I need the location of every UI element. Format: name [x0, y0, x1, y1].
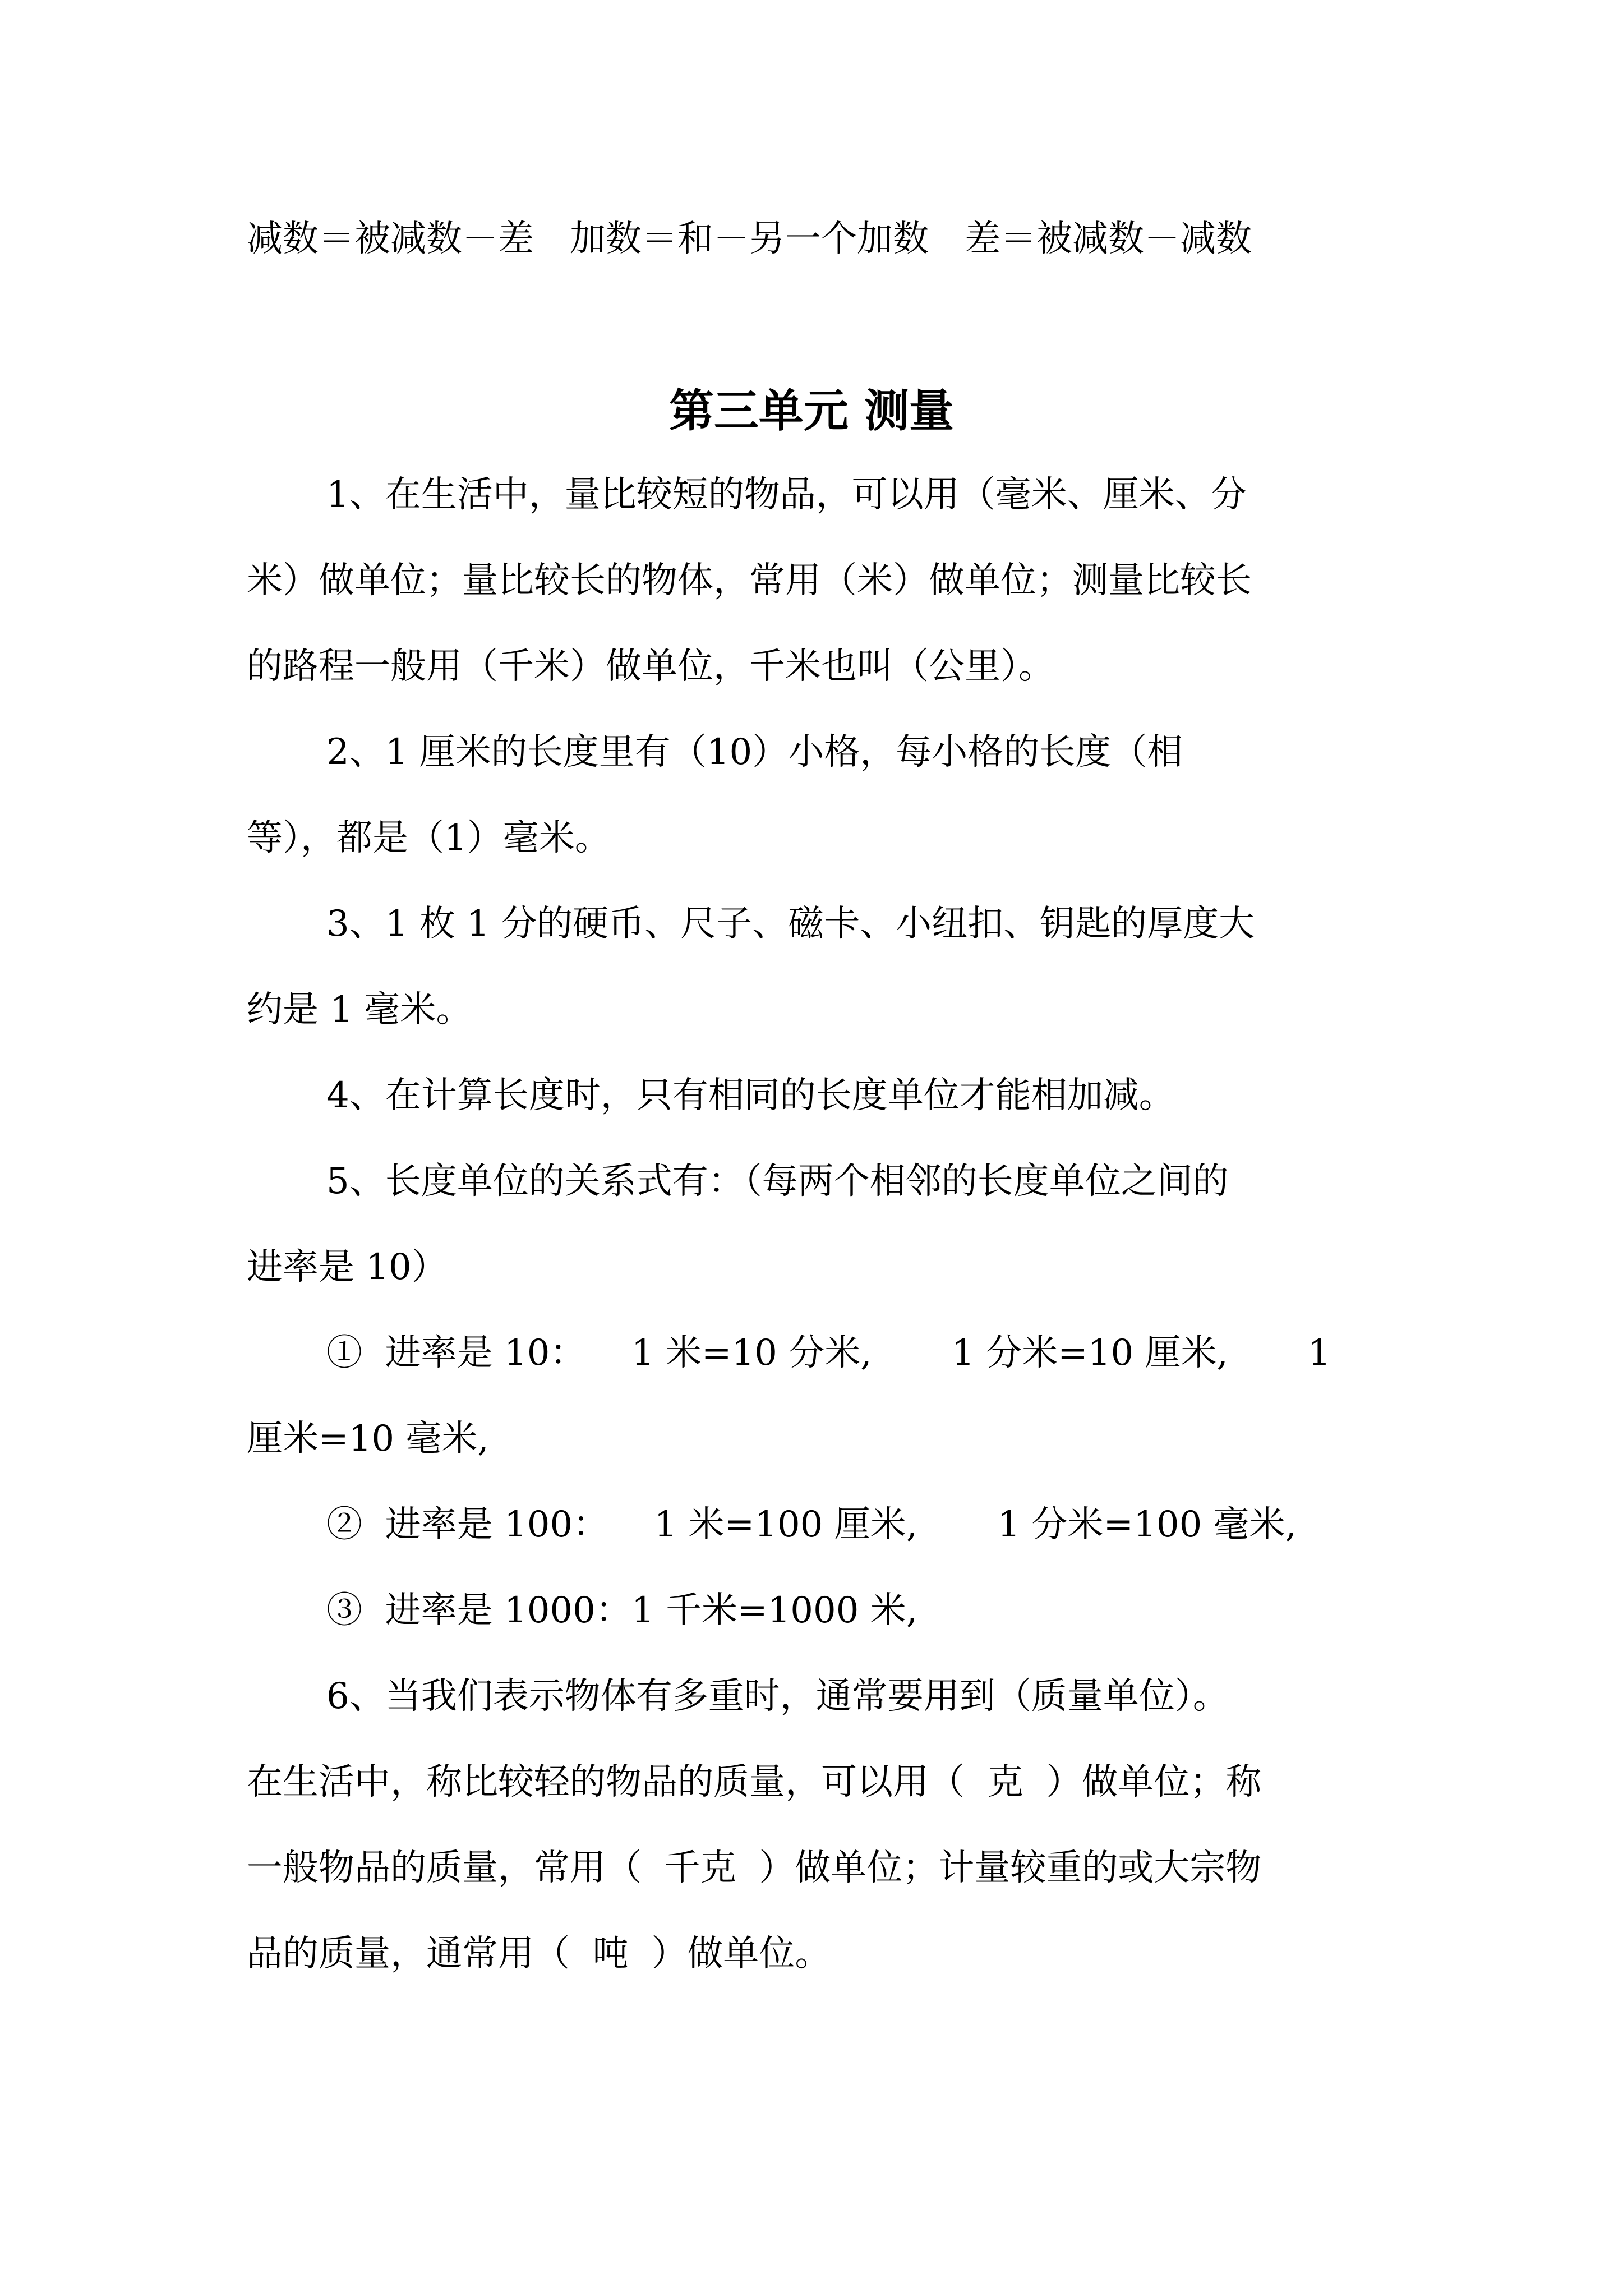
rate-10-line-1: ① 进率是 10： 1 米=10 分米, 1 分米=10 厘米, 1 — [326, 1332, 1331, 1374]
item-4-line: 4、在计算长度时，只有相同的长度单位才能相加减。 — [326, 1075, 1175, 1116]
item-1-line-3: 的路程一般用（千米）做单位，千米也叫（公里）。 — [247, 646, 1054, 687]
rate-10-line-2: 厘米=10 毫米, — [247, 1418, 489, 1460]
item-6-line-3: 一般物品的质量，常用（ 千克 ）做单位；计量较重的或大宗物 — [247, 1847, 1262, 1889]
unit-title: 第三单元 测量 — [669, 385, 954, 437]
item-6-line-2: 在生活中，称比较轻的物品的质量，可以用（ 克 ）做单位；称 — [247, 1761, 1262, 1803]
item-3-line-1: 3、1 枚 1 分的硬币、尺子、磁卡、小纽扣、钥匙的厚度大 — [326, 903, 1255, 945]
item-3-line-2: 约是 1 毫米。 — [247, 989, 472, 1030]
item-1-line-1: 1、在生活中，量比较短的物品，可以用（毫米、厘米、分 — [326, 474, 1247, 516]
rate-1000-line: ③ 进率是 1000：1 千米=1000 米, — [326, 1590, 918, 1631]
rate-100-line: ② 进率是 100： 1 米=100 厘米, 1 分米=100 毫米, — [326, 1504, 1297, 1545]
item-2-line-1: 2、1 厘米的长度里有（10）小格，每小格的长度（相 — [326, 731, 1183, 773]
item-5-line-1: 5、长度单位的关系式有：（每两个相邻的长度单位之间的 — [326, 1161, 1229, 1202]
item-5-line-2: 进率是 10） — [247, 1246, 448, 1288]
formula-line: 减数＝被减数－差 加数＝和－另一个加数 差＝被减数－减数 — [247, 218, 1252, 260]
item-6-line-4: 品的质量，通常用（ 吨 ）做单位。 — [247, 1933, 831, 1975]
item-1-line-2: 米）做单位；量比较长的物体，常用（米）做单位；测量比较长 — [247, 560, 1252, 601]
item-6-line-1: 6、当我们表示物体有多重时，通常要用到（质量单位）。 — [326, 1676, 1229, 1717]
item-2-line-2: 等），都是（1）毫米。 — [247, 817, 611, 859]
